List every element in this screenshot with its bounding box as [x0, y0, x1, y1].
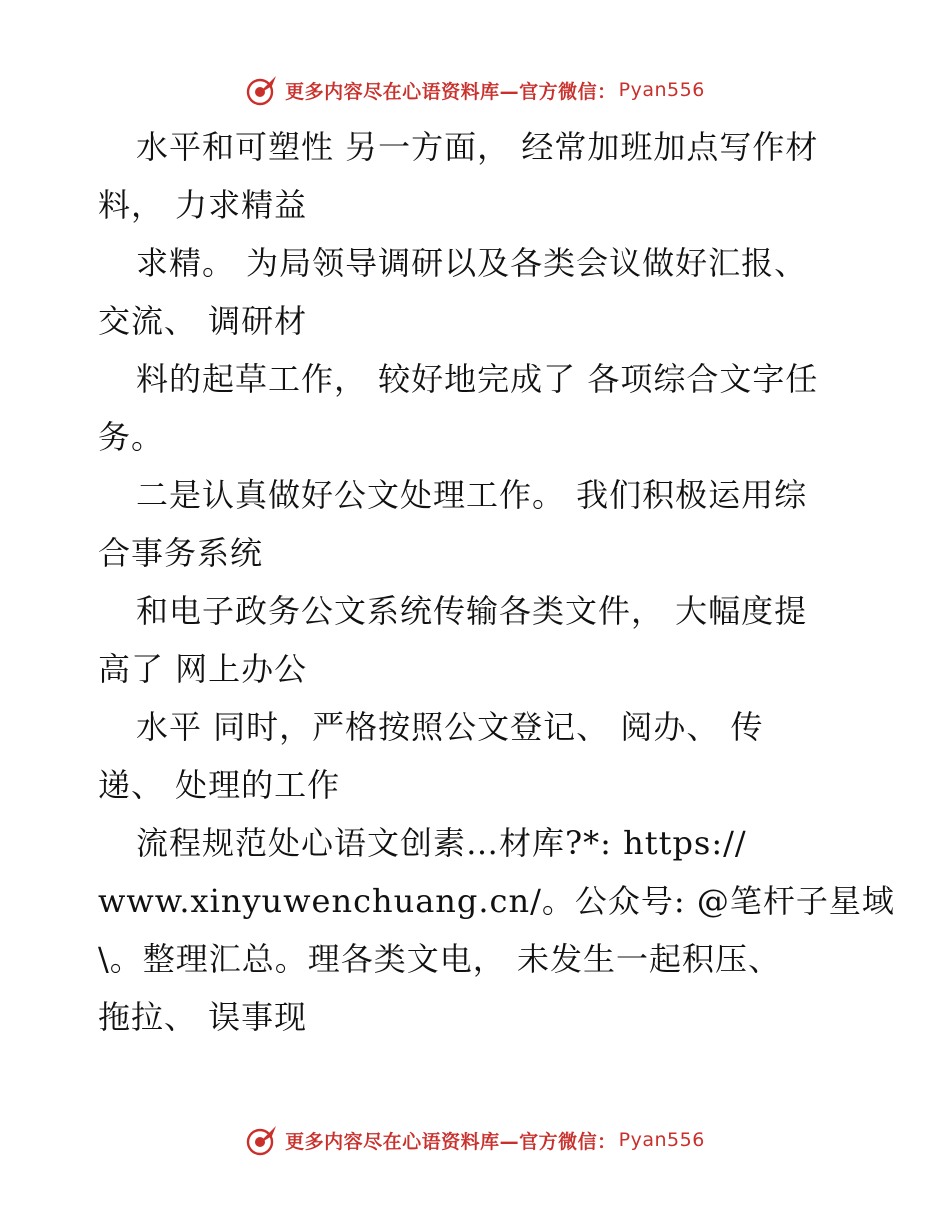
text-line: 递、 处理的工作 — [98, 766, 341, 804]
watermark-text: 更多内容尽在心语资料库—官方微信： — [285, 1130, 617, 1153]
watermark-text: 更多内容尽在心语资料库—官方微信： — [285, 80, 617, 103]
text-line: 交流、 调研材 — [98, 302, 308, 340]
header-watermark — [0, 70, 950, 110]
text-line: 务。 — [98, 418, 165, 456]
text-line: 和电子政务公文系统传输各类文件， 大幅度提 — [136, 592, 808, 630]
text-line: 拖拉、 误事现 — [98, 998, 308, 1036]
watermark-wechat-id: Pyan556 — [618, 1129, 705, 1151]
text-line: \。整理汇总。理各类文电， 未发生一起积压、 — [98, 940, 781, 978]
text-line: 料的起草工作， 较好地完成了 各项综合文字任 — [136, 360, 819, 398]
quill-logo-icon — [245, 73, 279, 107]
text-line: www.xinyuwenchuang.cn/。公众号: @笔杆子星域 — [98, 882, 895, 920]
text-line: 水平 同时，严格按照公文登记、 阅办、 传 — [136, 708, 764, 746]
watermark-wechat-id: Pyan556 — [618, 79, 705, 101]
quill-logo-icon — [245, 1123, 279, 1157]
text-line: 二是认真做好公文处理工作。 我们积极运用综 — [136, 476, 808, 514]
footer-watermark — [0, 1120, 950, 1160]
text-line: 料， 力求精益 — [98, 186, 308, 224]
text-line: 求精。 为局领导调研以及各类会议做好汇报、 — [136, 244, 808, 282]
text-line: 高了 网上办公 — [98, 650, 308, 688]
text-line: 合事务系统 — [98, 534, 264, 572]
document-body — [98, 118, 895, 1046]
text-line: 水平和可塑性 另一方面， 经常加班加点写作材 — [136, 128, 819, 166]
text-line: 流程规范处心语文创素…材库?*: https:// — [136, 824, 747, 862]
